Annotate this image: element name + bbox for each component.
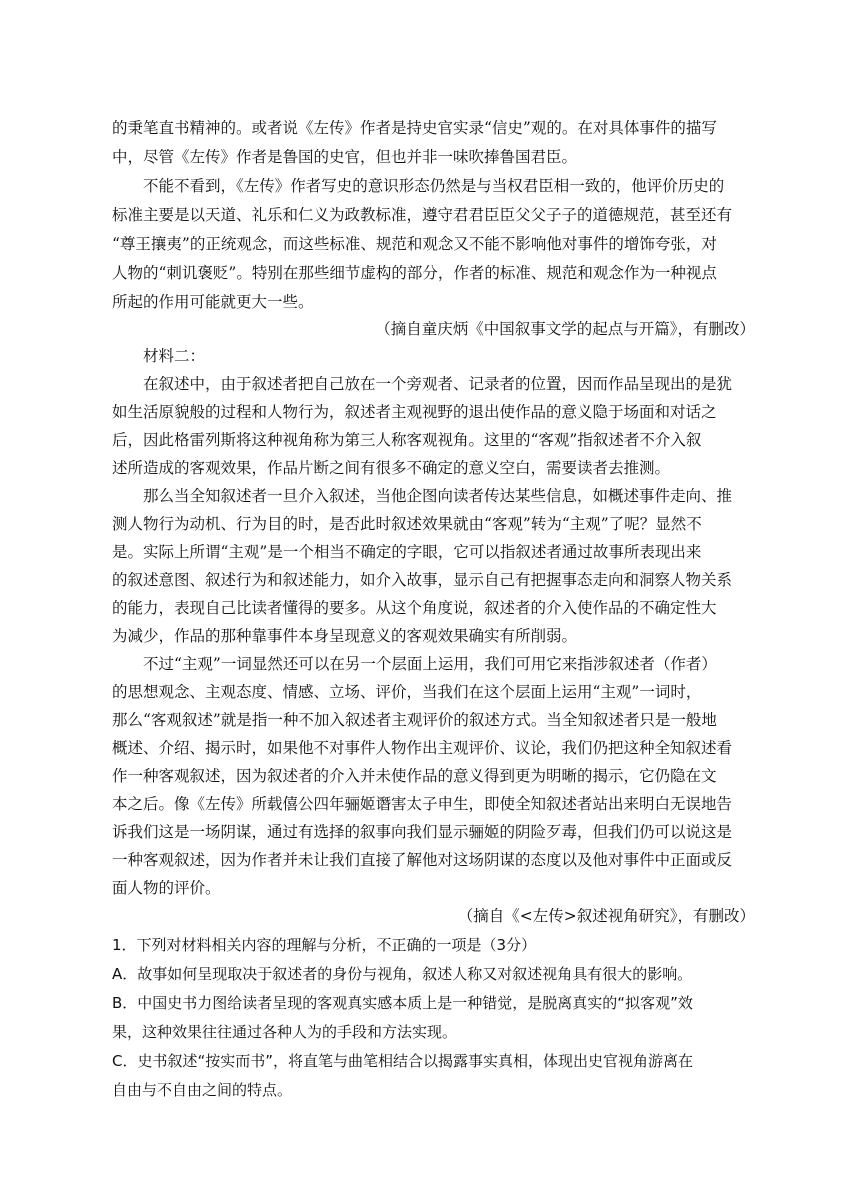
paragraph-line: 的思想观念、主观态度、情感、立场、评价，当我们在这个层面上运用“主观”一词时， <box>112 683 702 701</box>
paragraph-line: 一种客观叙述，因为作者并未让我们直接了解他对这场阴谋的态度以及他对事件中正面或反 <box>112 851 733 869</box>
option-b: B．中国史书力图给读者呈现的客观真实感本质上是一种错觉，是脱离真实的“拟客观”效 <box>112 994 693 1012</box>
paragraph-line: 本之后。像《左传》所载僖公四年骊姬谮害太子申生，即使全知叙述者站出来明白无误地告 <box>112 795 733 813</box>
option-c: C．史书叙述“按实而书”，将直笔与曲笔相结合以揭露事实真相，体现出史官视角游离在 <box>112 1052 694 1070</box>
paragraph-line: 的秉笔直书精神的。或者说《左传》作者是持史官实录“信史”观的。在对具体事件的描写 <box>112 119 717 137</box>
paragraph-line: 作一种客观叙述，因为叙述者的介入并未使作品的意义得到更为明晰的揭示，它仍隐在文 <box>112 767 717 785</box>
question-stem: 1．下列对材料相关内容的理解与分析，不正确的一项是（3分） <box>112 936 537 954</box>
paragraph-line: 所起的作用可能就更大一些。 <box>112 293 314 311</box>
paragraph-line: 述所造成的客观效果，作品片断之间有很多不确定的意义空白，需要读者去推测。 <box>112 459 671 477</box>
option-c-continued: 自由与不自由之间的特点。 <box>112 1081 293 1099</box>
paragraph-line: 如生活原貌般的过程和人物行为，叙述者主观视野的退出使作品的意义隐于场面和对话之 <box>112 403 717 421</box>
paragraph-line: 是。实际上所谓“主观”是一个相当不确定的字眼，它可以指叙述者通过故事所表现出来 <box>112 543 702 561</box>
paragraph-line: 不能不看到，《左传》作者写史的意识形态仍然是与当权君臣相一致的，他评价历史的 <box>143 177 725 195</box>
paragraph-line: 后，因此格雷列斯将这种视角称为第三人称客观视角。这里的“客观”指叙述者不介入叙 <box>112 431 702 449</box>
source-citation: （摘自童庆炳《中国叙事文学的起点与开篇》，有删改） <box>375 320 755 338</box>
section-heading: 材料二： <box>143 347 206 365</box>
paragraph-line: 测人物行为动机、行为目的时，是否此时叙述效果就由“客观”转为“主观”了呢？显然不 <box>112 515 702 533</box>
paragraph-line: 人物的“刺讥褒贬”。特别在那些细节虚构的部分，作者的标准、规范和观念作为一种视点 <box>112 264 717 282</box>
paragraph-line: 不过“主观”一词显然还可以在另一个层面上运用，我们可用它来指涉叙述者（作者） <box>143 655 717 673</box>
option-b-continued: 果，这种效果往往通过各种人为的手段和方法实现。 <box>112 1023 458 1041</box>
source-citation: （摘自《<左传>叙述视角研究》，有删改） <box>457 907 755 925</box>
paragraph-line: 中，尽管《左传》作者是鲁国的史官，但也并非一味吹捧鲁国君臣。 <box>112 148 578 166</box>
paragraph-line: 概述、介绍、揭示时，如果他不对事件人物作出主观评价、议论，我们仍把这种全知叙述看 <box>112 739 733 757</box>
paragraph-line: 为减少，作品的那种靠事件本身呈现意义的客观效果确实有所削弱。 <box>112 627 578 645</box>
option-a: A．故事如何呈现取决于叙述者的身份与视角，叙述人称又对叙述视角具有很大的影响。 <box>112 965 693 983</box>
paragraph-line: 的叙述意图、叙述行为和叙述能力，如介入故事，显示自己有把握事态走向和洞察人物关系 <box>112 571 733 589</box>
paragraph-line: 那么“客观叙述”就是指一种不加入叙述者主观评价的叙述方式。当全知叙述者只是一般地 <box>112 711 717 729</box>
paragraph-line: 的能力，表现自己比读者懂得的要多。从这个角度说，叙述者的介入使作品的不确定性大 <box>112 599 717 617</box>
paragraph-line: 标准主要是以天道、礼乐和仁义为政教标准，遵守君君臣臣父父子子的道德规范，甚至还有 <box>112 206 733 224</box>
paragraph-line: 面人物的评价。 <box>112 879 221 897</box>
paragraph-line: 在叙述中，由于叙述者把自己放在一个旁观者、记录者的位置，因而作品呈现出的是犹 <box>143 375 733 393</box>
paragraph-line: 那么当全知叙述者一旦介入叙述，当他企图向读者传达某些信息，如概述事件走向、推 <box>143 487 733 505</box>
paragraph-line: “尊王攘夷”的正统观念，而这些标准、规范和观念又不能不影响他对事件的增饰夸张，对 <box>112 235 717 253</box>
paragraph-line: 诉我们这是一场阴谋，通过有选择的叙事向我们显示骊姬的阴险歹毒，但我们仍可以说这是 <box>112 823 733 841</box>
